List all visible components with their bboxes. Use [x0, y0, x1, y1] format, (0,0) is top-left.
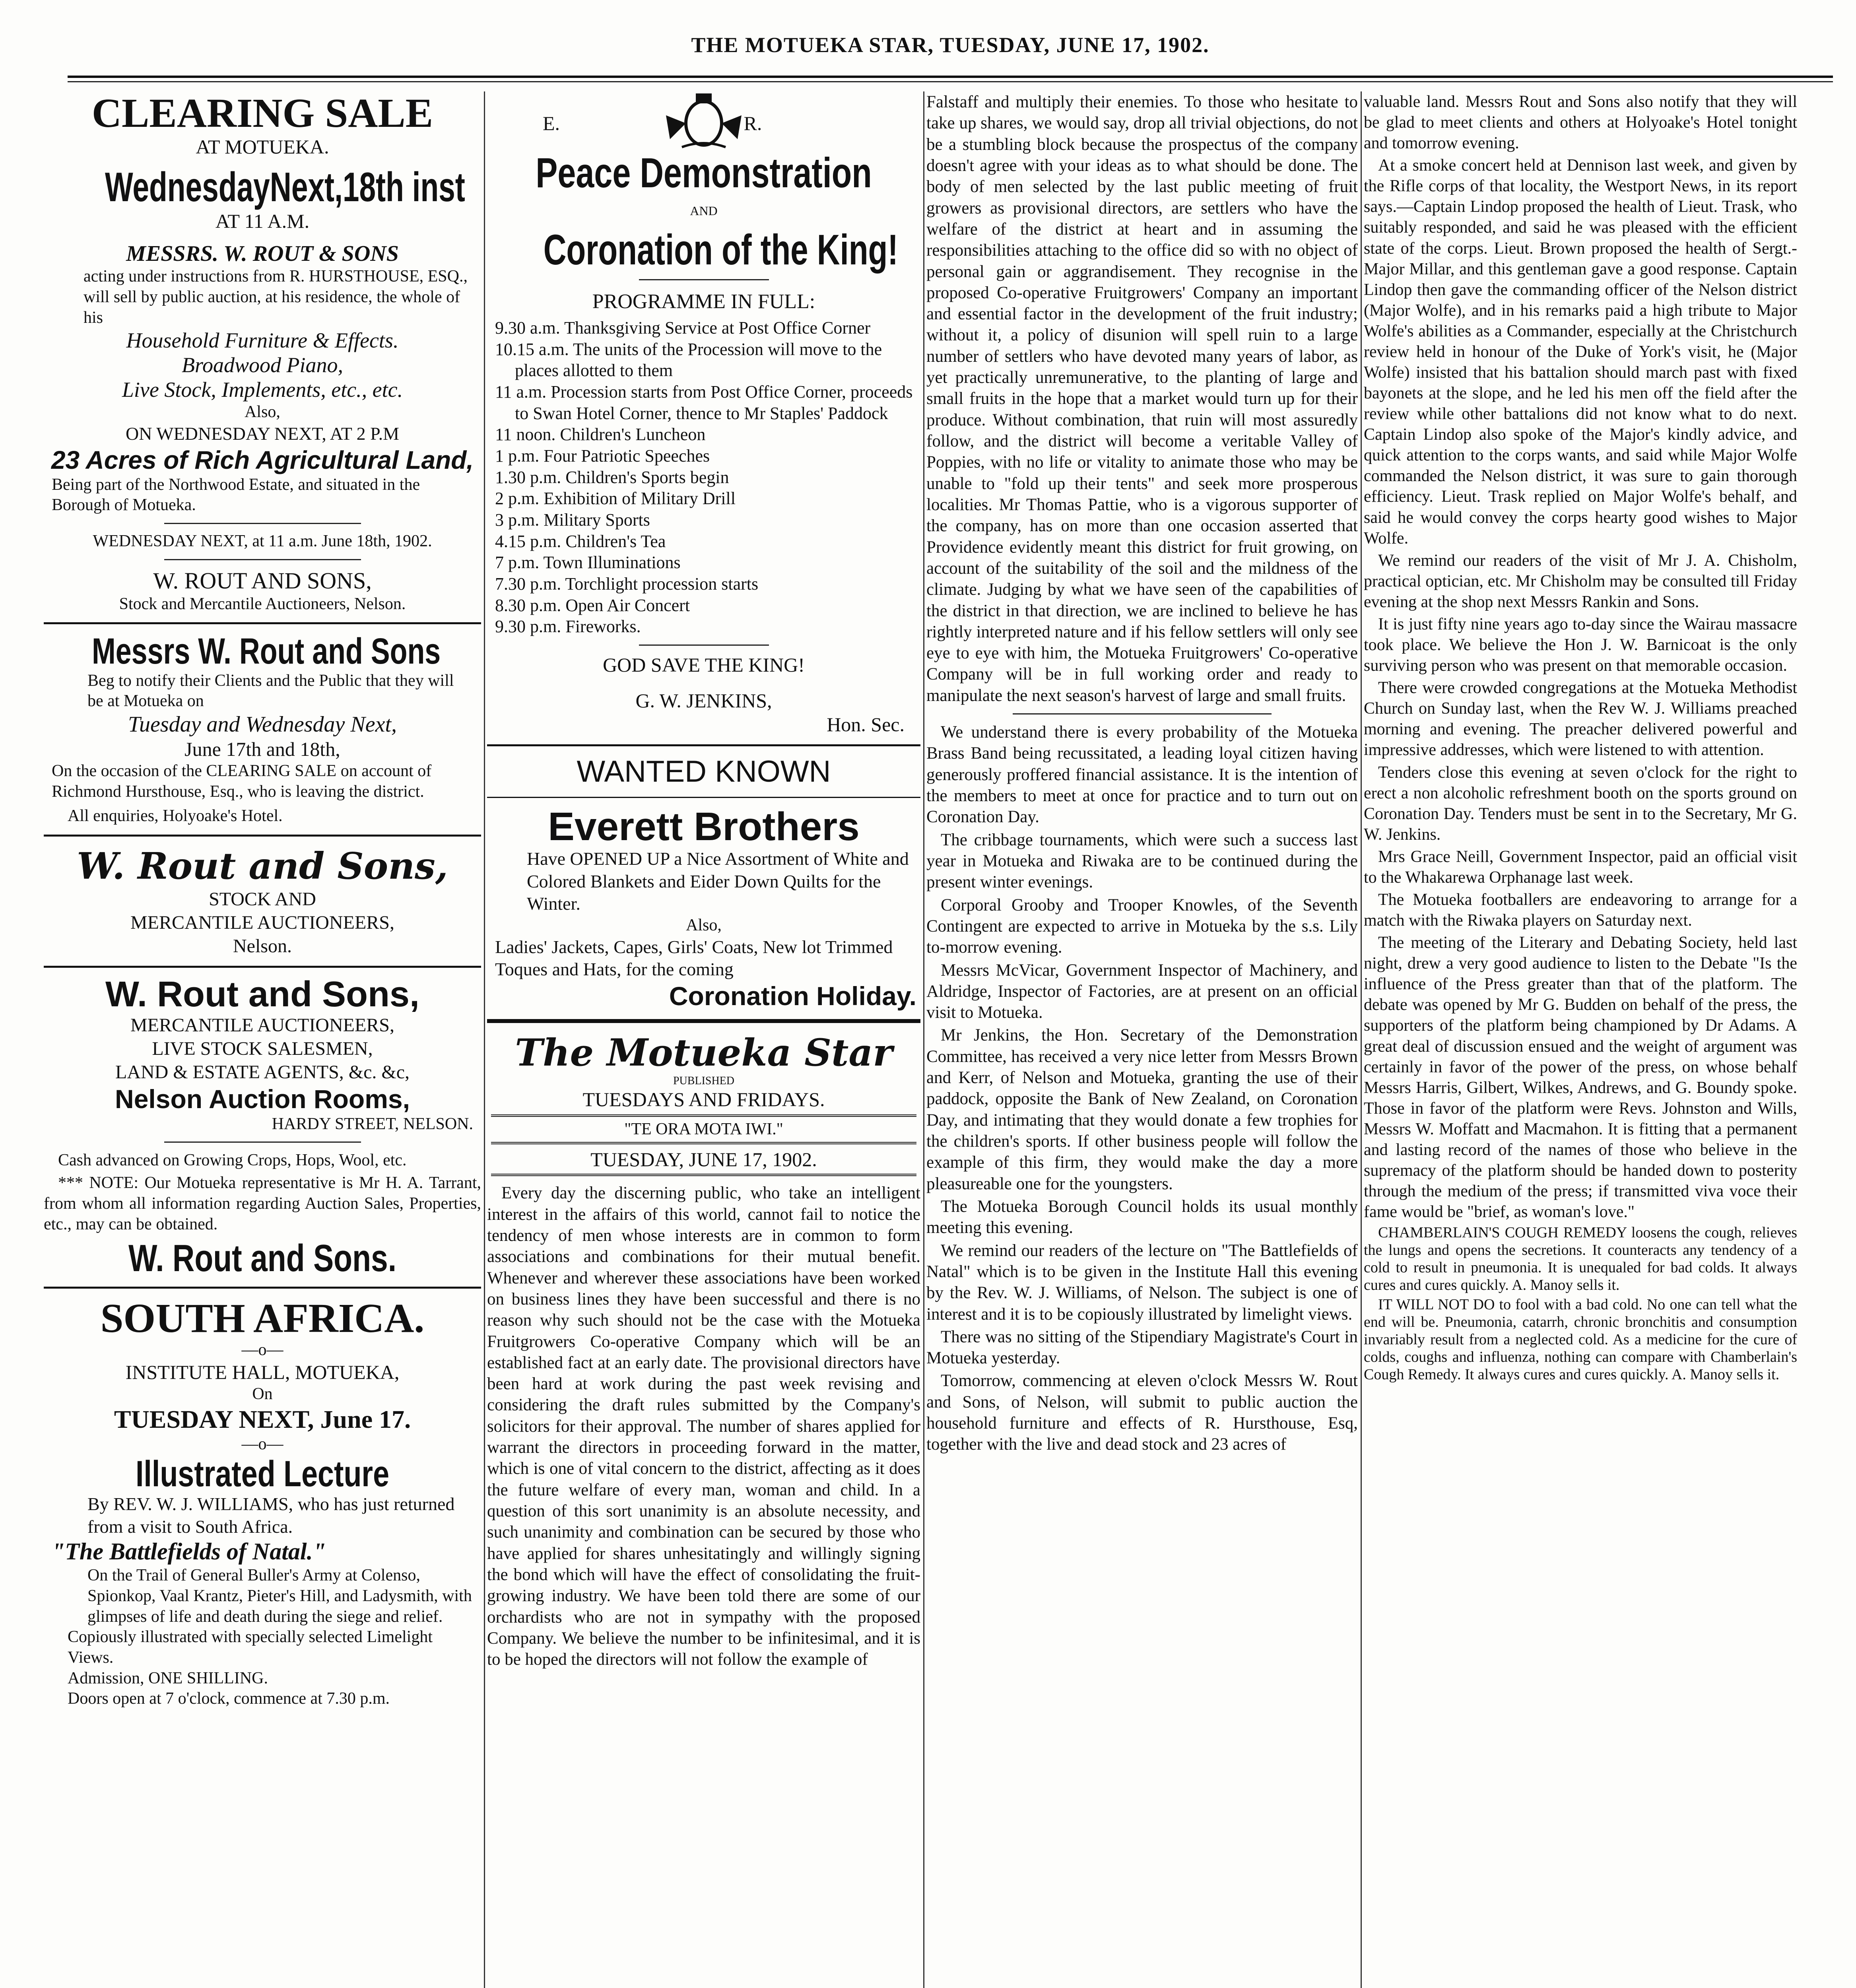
news-smoke-concert: At a smoke concert held at Dennison last week, and given by the Rifle corps of that locality, the Westport News, in its report says.—Captain Lindop proposed the health of Lieut. Trask, who suitably responded, and said he was pleased with the efficient state of the corps. Lieut. Brown proposed the health of Sergt.-Major Millar, and this gentleman gave a good response. Captain Lindop then gave the commanding officer of the Nelson district (Major Wolfe), and in his remarks paid a high tribute to Major Wolfe's abilities as a Commander, especially at the Christchurch review held in honour of the Duke of York's visit, he (Major Wolfe) insisted that his battalion should march past with fixed bayonets at the slope, and he led his men off the field after the review while other battalions did not know what to do next. Captain Lindop also spoke of the Major's kindly advice, and quick attention to the corps wants, and said while Major Wolfe commanded the Nelson district, it was sure to gain thorough efficiency. Lieut. Trask replied on Major Wolfe's behalf, and said he would convey the corps hearty good wishes to Major Wolfe.: [1364, 156, 1797, 547]
ad-cough-remedy-2: IT WILL NOT DO to fool with a bad cold. No one can tell what the end will be. Pneumonia, catarrh, chronic bronchitis and consumption invariably result from a neglected cold. As a medicine for the cure of colds, coughs and influenza, nothing can compare with Chamberlain's Cough Remedy. It always cures and cures quickly. A. Manoy sells it.: [1364, 1296, 1797, 1383]
column-4: [1364, 91, 1797, 1988]
sa-by: By REV. W. J. WILLIAMS, who has just returned from a visit to South Africa.: [87, 1494, 455, 1537]
divider: [44, 835, 481, 837]
news-brass-band: We understand there is every probability of the Motueka Brass Band being recussitated, a leading loyal citizen having generously proffered financial assistance. It is the intention of the members to meet at once for practice and to turn out on Coronation Day.: [926, 723, 1358, 827]
messrs-title: Messrs W. Rout and Sons: [92, 631, 441, 672]
sa-admission: Admission, ONE SHILLING.: [68, 1669, 268, 1687]
star-published: PUBLISHED: [673, 1074, 734, 1087]
programme-item: 8.30 p.m. Open Air Concert: [495, 595, 690, 615]
clearing-place: AT MOTUEKA.: [196, 136, 329, 158]
news-jenkins: Mr Jenkins, the Hon. Secretary of the Demonstration Committee, has received a very nice letter from Messrs Brown and Kerr, of Nelson and Motueka, granting the use of their paddock, opposite the Bank of New Zealand, on Coronation Day, and intimating that they would donate a few trophies for the children's sports. If other business people will follow the example of this firm, they would make the day a more pleasureable one for the youngsters.: [926, 1026, 1358, 1193]
clearing-time: AT 11 A.M.: [215, 210, 310, 233]
divider: [487, 797, 920, 798]
programme-item: 3 p.m. Military Sports: [495, 510, 650, 530]
acres-body: Being part of the Northwood Estate, and situated in the Borough of Motueka.: [52, 475, 420, 514]
sa-illus: Copiously illustrated with specially selected Limelight Views.: [68, 1628, 433, 1667]
divider: [639, 279, 769, 280]
news-wairau: It is just fifty nine years ago to-day since the Wairau massacre took place. We believe the Hon J. W. Barnicoat is the only surviving person who was present on that memorable occasion.: [1364, 615, 1797, 675]
stock-and: STOCK AND: [209, 889, 316, 910]
programme-item: 4.15 p.m. Children's Tea: [495, 531, 666, 551]
programme-item: 9.30 a.m. Thanksgiving Service at Post Office Corner: [495, 318, 871, 338]
signature-name: G. W. JENKINS,: [635, 689, 772, 712]
news-inspectors: Messrs McVicar, Government Inspector of Machinery, and Aldridge, Inspector of Factories, are at present on an official visit to Motueka.: [926, 961, 1358, 1022]
enquiries: All enquiries, Holyoake's Hotel.: [68, 807, 283, 825]
star-masthead: The Motueka Star: [515, 1031, 893, 1075]
editorial-text: Every day the discerning public, who take an intelligent interest in the affairs of this world, cannot fail to notice the tendency of men whose interests are in common to form associations and combinations for their mutual benefit. Whenever and wherever these associations have been worked on business lines they have been successful and there is no reason why such should not be the case with the Motueka Fruitgrowers Co-operative Company which will be an established fact at an early date. The provisional directors have been hard at work during the past week revising and considering the draft rules submitted by the Company's solicitors for their approval. The number of shares applied for warrant the directors in proceeding forward in the matter, which is one of vital concern to the district, affecting as it does the future welfare of every man, woman and child. In a question of this sort unanimity is an absolute necessity, and such unanimity and combination can be secured by those who have applied for shares unhesitatingly and willingly signing the bond which will have the effect of consolidating the fruit-growing industry. We have been told there are some of our orchardists who are not in sympathy with the proposed Company. We believe the number to be infinitesimal, and it is to be hoped the directors will not follow the example of: [487, 1184, 920, 1669]
clearing-items-1: Household Furniture & Effects.: [126, 328, 399, 353]
and-label: AND: [690, 204, 718, 218]
clearing-firm: MESSRS. W. ROUT & SONS: [126, 241, 399, 266]
wrs-line-1: MERCANTILE AUCTIONEERS,: [130, 1014, 394, 1036]
programme-item: 7 p.m. Town Illuminations: [495, 553, 681, 573]
merc-auctioneers: MERCANTILE AUCTIONEERS,: [130, 912, 394, 934]
column-rule: [1361, 91, 1362, 1988]
god-save-king: GOD SAVE THE KING!: [603, 654, 805, 676]
divider: [487, 1019, 920, 1023]
programme-heading: PROGRAMME IN FULL:: [592, 290, 815, 313]
divider: [487, 744, 920, 746]
messrs-body-2: On the occasion of the CLEARING SALE on account of Richmond Hursthouse, Esq., who is leaving the district.: [52, 762, 432, 801]
sa-desc: On the Trail of General Buller's Army at Colenso, Spionkop, Vaal Krantz, Pieter's Hill, and Ladysmith, with glimpses of life and death during the siege and relief.: [87, 1566, 472, 1626]
star-date: TUESDAY, JUNE 17, 1902.: [491, 1147, 916, 1176]
page-header: [68, 28, 1833, 78]
programme-list: [487, 317, 920, 637]
sa-on: On: [252, 1385, 273, 1404]
everett-body-2: Ladies' Jackets, Capes, Girls' Coats, New lot Trimmed Toques and Hats, for the coming: [495, 936, 893, 980]
news-rout-continued: valuable land. Messrs Rout and Sons also notify that they will be glad to meet clients and others at Holyoake's Hotel tonight and tomorrow evening.: [1364, 93, 1797, 153]
acres-title: 23 Acres of Rich Agricultural Land,: [51, 445, 474, 474]
firm-signature: W. ROUT AND SONS,: [153, 567, 372, 594]
wanted-known: WANTED KNOWN: [577, 755, 831, 789]
wrs-end: W. Rout and Sons.: [128, 1237, 397, 1279]
column-rule: [484, 91, 485, 1988]
divider: [44, 622, 481, 624]
column-rule: [923, 91, 924, 1988]
divider: [639, 645, 769, 646]
wrs-cash: Cash advanced on Growing Crops, Hops, Wool, etc.: [58, 1151, 407, 1170]
divider: [44, 1287, 481, 1289]
masthead-line: THE MOTUEKA STAR, TUESDAY, JUNE 17, 1902.: [691, 33, 1210, 57]
news-lecture: We remind our readers of the lecture on "The Battlefields of Natal" which is to be given in the Institute Hall this evening by the Rev. W. J. Williams, of Nelson. The subject is one of interest and it is to be copiously illustrated by limelight views.: [926, 1241, 1358, 1324]
south-africa-title: SOUTH AFRICA.: [100, 1295, 425, 1341]
star-motto: "TE ORA MOTA IWI.": [491, 1114, 916, 1145]
news-contingent: Corporal Grooby and Trooper Knowles, of the Seventh Contingent are expected to arrive in Motueka by the s.s. Lily to-morrow evening.: [926, 895, 1358, 957]
sa-date: TUESDAY NEXT, June 17.: [114, 1405, 411, 1434]
news-magistrate: There was no sitting of the Stipendiary Magistrate's Court in Motueka yesterday.: [926, 1327, 1358, 1368]
clearing-body: acting under instructions from R. HURSTHOUSE, ESQ., will sell by public auction, at his residence, the whole of his: [83, 267, 468, 327]
programme-item: 10.15 a.m. The units of the Procession will move to the places allotted to them: [495, 339, 882, 381]
news-debate: The meeting of the Literary and Debating Society, held last night, drew a very good audience to listen to the Debate "Is the influence of the Press greater than that of the platform. The debate was opened by Mr G. Budden on behalf of the press, the supporters of the platform being championed by Dr Adams. A great deal of discussion ensued and the weight of argument was certainly in favor of the power of the press, on whose behalf Messrs Harris, Gilbert, Wilkes, Andrews, and G. Boundy spoke. Those in favor of the platform were Revs. Johnston and Wills, Messrs W. Moffatt and Macmahon. It is fitting that a permanent and lasting record of the names of those who believe in the supremacy of the platform should be handed down to posterity through the medium of the press; if transmitted viva voce their fame would be "brief, as woman's love.": [1364, 934, 1797, 1221]
er-initials: E. R.: [543, 112, 762, 134]
peace-title: Peace Demonstration: [536, 149, 872, 196]
programme-item: 1 p.m. Four Patriotic Speeches: [495, 446, 710, 466]
nelson-label: Nelson.: [233, 936, 292, 957]
clearing-date: WednesdayNext,18th inst: [105, 164, 465, 211]
signature-role: Hon. Sec.: [827, 713, 905, 736]
wrs-line-5: HARDY STREET, NELSON.: [272, 1114, 473, 1133]
firm-signature-role: Stock and Mercantile Auctioneers, Nelson.: [119, 594, 406, 613]
news-orphanage: Mrs Grace Neill, Government Inspector, paid an official visit to the Whakarewa Orphanage last week.: [1364, 847, 1797, 887]
wrs-line-2: LIVE STOCK SALESMEN,: [152, 1038, 373, 1059]
wrs-title: W. Rout and Sons,: [105, 975, 419, 1015]
news-football: The Motueka footballers are endeavoring to arrange for a match with the Riwaka players on Saturday next.: [1364, 890, 1797, 930]
messrs-body: Beg to notify their Clients and the Public that they will be at Motueka on: [87, 671, 454, 711]
clearing-items-2: Broadwood Piano,: [181, 353, 343, 377]
royal-crest-block: [487, 91, 920, 151]
everett-also: Also,: [686, 916, 722, 934]
star-days: TUESDAYS AND FRIDAYS.: [582, 1088, 825, 1110]
clearing-sale-title: CLEARING SALE: [91, 91, 433, 136]
wrs-line-4: Nelson Auction Rooms,: [115, 1084, 410, 1114]
news-cribbage: The cribbage tournaments, which were such a success last year in Motueka and Riwaka are to be continued during the present winter evenings.: [926, 830, 1358, 892]
sa-ornament-2: —o—: [241, 1435, 283, 1454]
sa-topic: "The Battlefields of Natal.": [52, 1538, 326, 1565]
clearing-items-3: Live Stock, Implements, etc., etc.: [122, 378, 403, 402]
programme-item: 2 p.m. Exhibition of Military Drill: [495, 489, 736, 509]
sa-hall: INSTITUTE HALL, MOTUEKA,: [125, 1361, 400, 1384]
news-auction: Tomorrow, commencing at eleven o'clock Messrs W. Rout and Sons, of Nelson, will submit to public auction the household furniture and effects of R. Hursthouse, Esq, together with the live and dead stock and 23 acres of: [926, 1371, 1358, 1454]
sa-lecture: Illustrated Lecture: [135, 1453, 390, 1494]
programme-item: 9.30 p.m. Fireworks.: [495, 617, 641, 637]
everett-body: Have OPENED UP a Nice Assortment of White and Colored Blankets and Eider Down Quilts for the Winter.: [527, 848, 909, 914]
news-methodist: There were crowded congregations at the Motueka Methodist Church on Sunday last, when the Rev W. J. Williams preached morning and evening. The preacher delivered powerful and impressive addresses, which were listened to with attention.: [1364, 679, 1797, 759]
messrs-days: Tuesday and Wednesday Next,: [128, 712, 397, 737]
wed-next-11am: WEDNESDAY NEXT, at 11 a.m. June 18th, 1902.: [93, 532, 432, 550]
programme-item: 11 a.m. Procession starts from Post Office Corner, proceeds to Swan Hotel Corner, thence to Mr Staples' Paddock: [495, 382, 913, 423]
news-borough-council: The Motueka Borough Council holds its usual monthly meeting this evening.: [926, 1197, 1358, 1237]
messrs-dates: June 17th and 18th,: [184, 738, 340, 761]
programme-item: 7.30 p.m. Torchlight procession starts: [495, 574, 759, 594]
programme-item: 11 noon. Children's Luncheon: [495, 425, 706, 445]
divider: [164, 523, 361, 524]
coronation-title: Coronation of the King!: [543, 225, 898, 274]
everett-title: Everett Brothers: [548, 804, 860, 849]
divider: [1013, 713, 1272, 714]
ad-cough-remedy-1: CHAMBERLAIN'S COUGH REMEDY loosens the cough, relieves the lungs and opens the secretions. It counteracts any tendency of a cold to result in pneumonia. It is unequaled for bad colds. It always cures and cures quickly. A. Manoy sells it.: [1364, 1224, 1797, 1294]
editorial-continued: Falstaff and multiply their enemies. To those who hesitate to take up shares, we would say, drop all trivial objections, do not be a stumbling block because the prospectus of the company doesn't agree with your ideas as to what should be done. The body of men selected by the last public meeting of fruit growers as provisional directors, are settlers who have the welfare of the district at heart and in assuming the responsibilities attaching to the office did so with no object of personal gain or aggrandisement. They recognise in the proposed Co-operative Fruitgrowers' Company an important and essential factor in the development of the fruit industry; without it, a policy of disunion will spell ruin to a large number of settlers who have devoted many years of labor, as yet practically unremunerative, to the planting of large and small fruits in the hope that a market would turn up for their produce. Without combination, that ruin will most assuredly follow, and the district will become a veritable Valley of Poppies, with no life or vitality to animate those who may be unable to "fold up their tents" and seek more prosperous localities. Mr Thomas Pattie, who is a vigorous supporter of the company, has on more than one occasion asserted that Providence evidently meant this district for fruit growing, on account of the suitability of the soil and the mildness of the climate. Judging by what we have seen of the capabilities of the district in that direction, we are inclined to believe he has rightly interpreted nature and if his fellow settlers will only see eye to eye with him, the Motueka Fruitgrowers' Co-operative Company will be in full working order and ready to manipulate the next season's harvest of large and small fruits.: [926, 93, 1358, 705]
sa-ornament: —o—: [241, 1340, 283, 1359]
programme-item: 1.30 p.m. Children's Sports begin: [495, 467, 729, 487]
wrs-line-3: LAND & ESTATE AGENTS, &c. &c,: [115, 1061, 410, 1083]
column-1: [44, 91, 481, 1988]
coronation-holiday: Coronation Holiday.: [669, 981, 916, 1011]
divider: [44, 966, 481, 968]
royal-crest-icon: [658, 91, 749, 151]
divider: [164, 1142, 361, 1143]
gothic-firm-title: W. Rout and Sons,: [77, 845, 448, 888]
also-label: Also,: [245, 403, 280, 421]
column-3: [926, 91, 1358, 1988]
news-chisholm: We remind our readers of the visit of Mr J. A. Chisholm, practical optician, etc. Mr Chisholm may be consulted till Friday evening at the shop next Messrs Rankin and Sons.: [1364, 551, 1797, 611]
header-rule: [68, 81, 1833, 82]
sa-doors: Doors open at 7 o'clock, commence at 7.30 p.m.: [68, 1689, 390, 1708]
divider: [164, 559, 361, 560]
column-2: [487, 91, 920, 1988]
wrs-note: *** NOTE: Our Motueka representative is Mr H. A. Tarrant, from whom all information regarding Auction Sales, Properties, etc., may can be obtained.: [44, 1173, 481, 1233]
wed-next-2pm: ON WEDNESDAY NEXT, AT 2 P.M: [126, 423, 399, 444]
news-tenders: Tenders close this evening at seven o'clock for the right to erect a non alcoholic refreshment booth on the sports ground on Coronation Day. Tenders must be sent in to the Secretary, Mr G. W. Jenkins.: [1364, 763, 1797, 844]
